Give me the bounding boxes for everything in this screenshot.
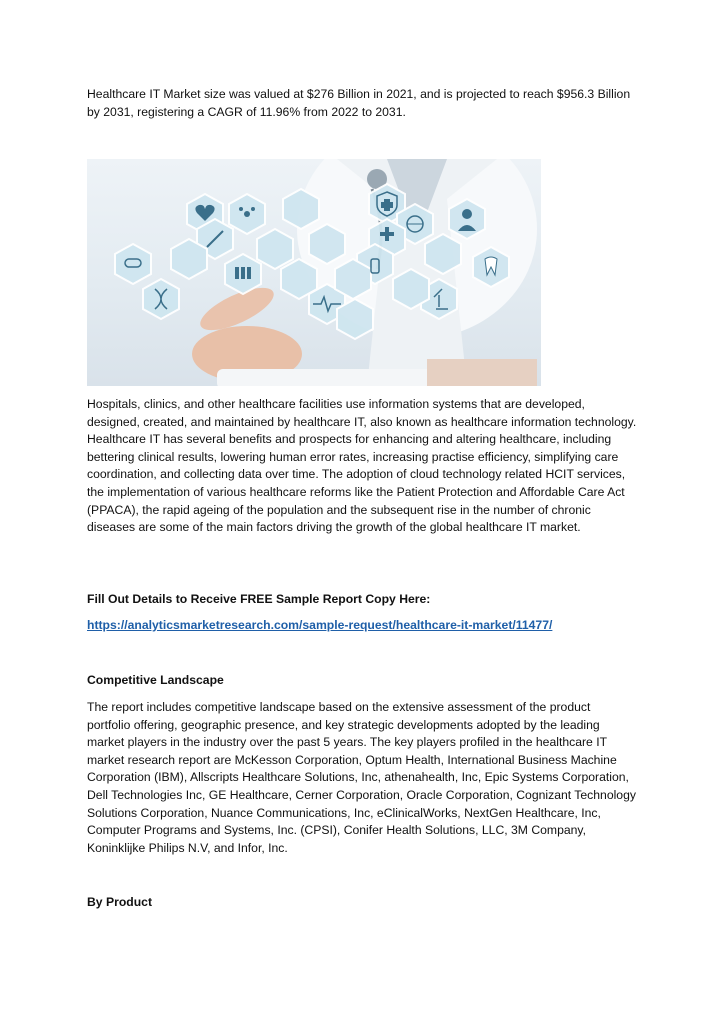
stethoscope-icon <box>309 224 345 264</box>
sample-request-link[interactable]: https://analyticsmarketresearch.com/sample-request/healthcare-it-market/11477/ <box>87 618 553 632</box>
product-heading: By Product <box>87 895 153 909</box>
competitive-paragraph: The report includes competitive landscape based on the extensive assessment of the product portfolio offering, geographic presence, and key strategic developments adopted by the leading market players in the industry over the past 5 years. The key players profiled in the healthcare IT market research report are McKesson Corporation, Optum Health, International Business Machine Corporation (IBM), Allscripts Healthcare Solutions, Inc, athenahealth, Inc, Epic Systems Corporation, Dell Technologies Inc, GE Healthcare, Cerner Corporation, Oracle Corporation, Cognizant Technology Solutions Corporation, Nuance Communications, Inc, eClinicalWorks, NextGen Healthcare, Inc, Computer Programs and Systems, Inc. (CPSI), Conifer Health Solutions, LLC, 3M Company, Koninklijke Philips N.V, and Infor, Inc. <box>87 700 636 855</box>
sample-heading: Fill Out Details to Receive FREE Sample Report Copy Here: <box>87 592 431 606</box>
intro-paragraph: Healthcare IT Market size was valued at $276 Billion in 2021, and is projected to reach $956.3 Billion by 2031, registering a CAGR of 11.96% from 2022 to 2031. <box>87 87 631 119</box>
pills-icon <box>115 244 151 284</box>
competitive-heading: Competitive Landscape <box>87 673 224 687</box>
body-paragraph: Hospitals, clinics, and other healthcare facilities use information systems that are developed, designed, created, and maintained by healthcare IT, also known as healthcare information technology. Healthcare IT has several benefits and prospects for enhancing and altering healthcare, including bettering clinical results, lowering human error rates, increasing practise efficiency, simplifying care coordination, and collecting data over time. The adoption of cloud technology related HCIT services, the implementation of various healthcare reforms like the Patient Protection and Affordable Care Act (PPACA), the rapid ageing of the population and the subsequent rise in the number of chronic diseases are some of the main factors driving the growth of the global healthcare IT market. <box>87 397 637 535</box>
hero-image <box>87 159 541 386</box>
